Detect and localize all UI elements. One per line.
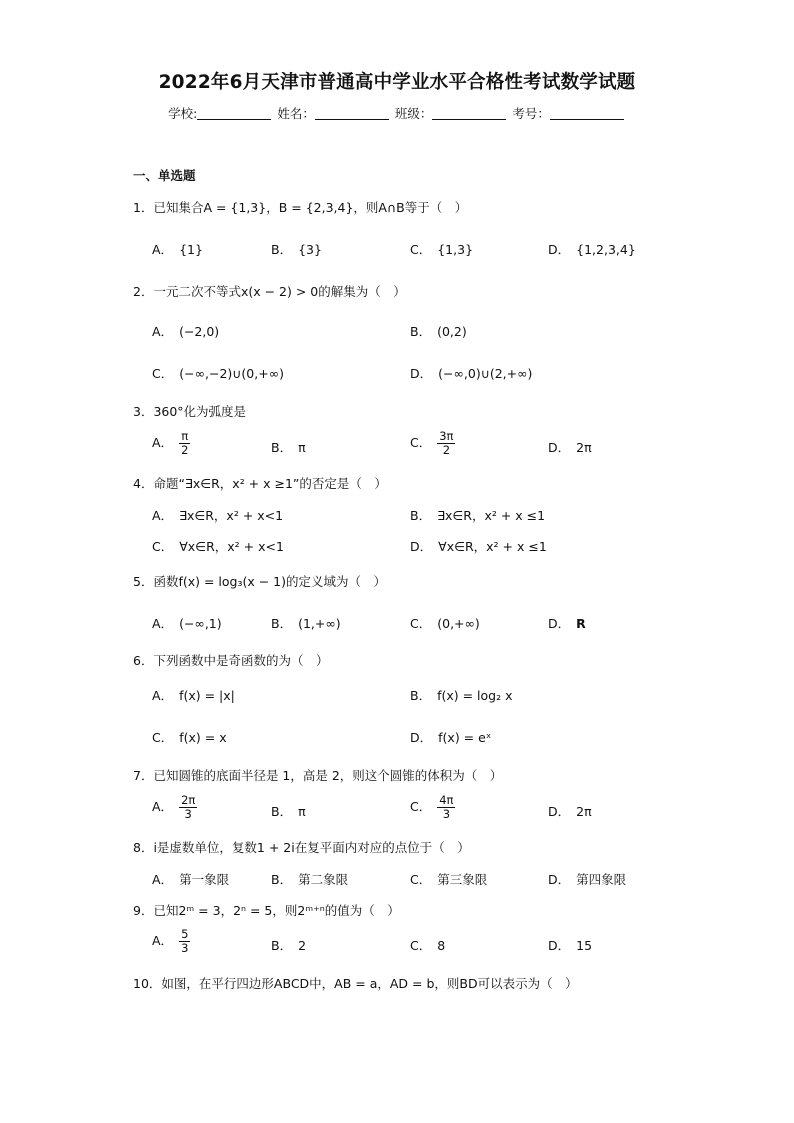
fraction bbox=[179, 928, 190, 955]
denominator: 2 bbox=[181, 443, 189, 457]
question-6-stem: 6．下列函数中是奇函数的为（ ） bbox=[133, 653, 329, 668]
option-text: π bbox=[298, 804, 306, 819]
option-label: B． bbox=[271, 938, 293, 953]
option-label: A． bbox=[152, 435, 174, 450]
option-label: A． bbox=[152, 324, 174, 339]
question-6-option-b bbox=[410, 686, 513, 704]
question-1-option-c bbox=[410, 240, 473, 258]
name-label: 姓名： bbox=[277, 106, 315, 121]
option-label: B． bbox=[410, 324, 432, 339]
question-8-stem: 8．i是虚数单位，复数1 + 2i在复平面内对应的点位于（ ） bbox=[133, 840, 470, 855]
question-4-stem: 4．命题“∃x∈R，x² + x ≥1”的否定是（ ） bbox=[133, 476, 387, 491]
option-label: D． bbox=[410, 539, 433, 554]
question-2-stem: 2．一元二次不等式x(x − 2) > 0的解集为（ ） bbox=[133, 284, 406, 299]
id-label: 考号： bbox=[512, 106, 550, 121]
question-8-option-b bbox=[271, 870, 348, 888]
question-5-option-b bbox=[271, 614, 341, 632]
section-title: 一、单选题 bbox=[133, 168, 196, 183]
option-label: A． bbox=[152, 616, 174, 631]
option-text: {1,2,3,4} bbox=[576, 242, 636, 257]
question-6-option-c bbox=[152, 728, 227, 746]
question-2-option-c bbox=[152, 364, 284, 382]
option-text: 15 bbox=[576, 938, 593, 953]
option-text: (−2,0) bbox=[179, 324, 220, 339]
option-text: {3} bbox=[298, 242, 322, 257]
question-3-option-b bbox=[271, 438, 306, 456]
question-8-option-a bbox=[152, 870, 229, 888]
question-1-option-b bbox=[271, 240, 322, 258]
option-label: B． bbox=[271, 440, 293, 455]
fraction bbox=[437, 430, 455, 457]
option-label: B． bbox=[271, 804, 293, 819]
option-label: D． bbox=[548, 242, 571, 257]
question-7-option-c bbox=[410, 794, 455, 821]
option-label: D． bbox=[548, 872, 571, 887]
question-7-stem: 7．已知圆锥的底面半径是 1，高是 2，则这个圆锥的体积为（ ） bbox=[133, 768, 503, 783]
school-label: 学校: bbox=[168, 106, 198, 121]
question-9-option-c bbox=[410, 936, 445, 954]
option-label: A． bbox=[152, 933, 174, 948]
option-text: (−∞,−2)∪(0,+∞) bbox=[179, 366, 284, 381]
denominator: 3 bbox=[184, 807, 192, 821]
question-4-option-a bbox=[152, 506, 283, 524]
option-text: ∃x∈R，x² + x ≤1 bbox=[437, 508, 546, 523]
option-label: C． bbox=[410, 242, 432, 257]
question-7-option-b bbox=[271, 802, 306, 820]
option-text: (0,2) bbox=[437, 324, 467, 339]
fraction bbox=[179, 794, 197, 821]
option-label: A． bbox=[152, 799, 174, 814]
question-5-stem: 5．函数f(x) = log₃(x − 1)的定义域为（ ） bbox=[133, 574, 387, 589]
question-6-option-d bbox=[410, 728, 491, 746]
question-8-option-d bbox=[548, 870, 626, 888]
question-7-option-d bbox=[548, 802, 592, 820]
question-1-option-d bbox=[548, 240, 636, 258]
option-label: B． bbox=[271, 616, 293, 631]
option-text: R bbox=[576, 616, 586, 631]
option-text: ∀x∈R，x² + x<1 bbox=[179, 539, 284, 554]
fraction bbox=[179, 430, 190, 457]
id-blank bbox=[550, 107, 624, 120]
question-9-option-d bbox=[548, 936, 592, 954]
question-5-option-c bbox=[410, 614, 480, 632]
option-text: 2π bbox=[576, 440, 592, 455]
option-text: f(x) = x bbox=[179, 730, 227, 745]
option-label: A． bbox=[152, 508, 174, 523]
question-1-option-a bbox=[152, 240, 203, 258]
option-text: f(x) = |x| bbox=[179, 688, 235, 703]
question-9-option-b bbox=[271, 936, 306, 954]
option-label: D． bbox=[410, 730, 433, 745]
option-label: D． bbox=[410, 366, 433, 381]
numerator: 5 bbox=[181, 927, 189, 941]
question-5-option-a bbox=[152, 614, 222, 632]
option-label: B． bbox=[410, 508, 432, 523]
question-4-option-d bbox=[410, 537, 547, 555]
option-text: 第二象限 bbox=[298, 872, 349, 887]
denominator: 2 bbox=[442, 443, 451, 457]
option-label: C． bbox=[410, 435, 432, 450]
option-label: C． bbox=[410, 799, 432, 814]
option-text: ∃x∈R，x² + x<1 bbox=[179, 508, 284, 523]
option-text: 第四象限 bbox=[576, 872, 627, 887]
question-7-option-a bbox=[152, 794, 197, 821]
option-label: C． bbox=[410, 872, 432, 887]
question-3-option-d bbox=[548, 438, 592, 456]
question-3-option-c bbox=[410, 430, 455, 457]
student-info-line bbox=[0, 104, 794, 122]
option-label: C． bbox=[152, 539, 174, 554]
question-4-option-b bbox=[410, 506, 545, 524]
option-label: B． bbox=[271, 872, 293, 887]
exam-title: 2022年6月天津市普通高中学业水平合格性考试数学试题 bbox=[158, 72, 636, 93]
option-text: {1} bbox=[179, 242, 203, 257]
option-text: f(x) = eˣ bbox=[438, 730, 492, 745]
option-text: ∀x∈R，x² + x ≤1 bbox=[438, 539, 547, 554]
numerator: π bbox=[181, 429, 189, 443]
option-text: (0,+∞) bbox=[437, 616, 480, 631]
option-text: (−∞,0)∪(2,+∞) bbox=[438, 366, 533, 381]
question-10-stem: 10．如图，在平行四边形ABCD中，AB = a，AD = b，则BD可以表示为（ ） bbox=[133, 976, 578, 991]
option-text: (−∞,1) bbox=[179, 616, 222, 631]
option-label: D． bbox=[548, 804, 571, 819]
option-label: C． bbox=[410, 616, 432, 631]
question-9-option-a bbox=[152, 928, 190, 955]
option-text: 8 bbox=[437, 938, 446, 953]
question-8-option-c bbox=[410, 870, 487, 888]
class-label: 班级： bbox=[394, 106, 433, 121]
name-blank bbox=[315, 107, 389, 120]
option-label: A． bbox=[152, 688, 174, 703]
option-text: 2π bbox=[576, 804, 592, 819]
question-5-option-d bbox=[548, 614, 586, 632]
question-2-option-d bbox=[410, 364, 532, 382]
denominator: 3 bbox=[442, 807, 451, 821]
fraction bbox=[437, 794, 455, 821]
numerator: 3π bbox=[439, 429, 454, 443]
option-label: C． bbox=[410, 938, 432, 953]
question-2-option-a bbox=[152, 322, 219, 340]
option-text: (1,+∞) bbox=[298, 616, 341, 631]
question-1-stem: 1．已知集合A = {1,3}，B = {2,3,4}，则A∩B等于（ ） bbox=[133, 200, 468, 215]
question-4-option-c bbox=[152, 537, 284, 555]
denominator: 3 bbox=[181, 941, 189, 955]
class-blank bbox=[432, 107, 506, 120]
option-label: A． bbox=[152, 242, 174, 257]
option-label: D． bbox=[548, 616, 571, 631]
question-3-option-a bbox=[152, 430, 190, 457]
option-text: f(x) = log₂ x bbox=[437, 688, 513, 703]
option-label: A． bbox=[152, 872, 174, 887]
school-blank bbox=[197, 107, 271, 120]
option-label: C． bbox=[152, 730, 174, 745]
option-label: B． bbox=[410, 688, 432, 703]
option-label: D． bbox=[548, 938, 571, 953]
numerator: 4π bbox=[439, 793, 454, 807]
option-label: B． bbox=[271, 242, 293, 257]
option-text: 第一象限 bbox=[179, 872, 230, 887]
option-text: π bbox=[298, 440, 306, 455]
numerator: 2π bbox=[181, 793, 196, 807]
question-9-stem: 9．已知2ᵐ = 3，2ⁿ = 5，则2ᵐ⁺ⁿ的值为（ ） bbox=[133, 903, 400, 918]
option-label: C． bbox=[152, 366, 174, 381]
question-2-option-b bbox=[410, 322, 467, 340]
option-text: {1,3} bbox=[437, 242, 474, 257]
question-3-stem: 3．360°化为弧度是 bbox=[133, 404, 247, 419]
option-text: 第三象限 bbox=[437, 872, 488, 887]
question-6-option-a bbox=[152, 686, 235, 704]
option-text: 2 bbox=[298, 938, 307, 953]
option-label: D． bbox=[548, 440, 571, 455]
